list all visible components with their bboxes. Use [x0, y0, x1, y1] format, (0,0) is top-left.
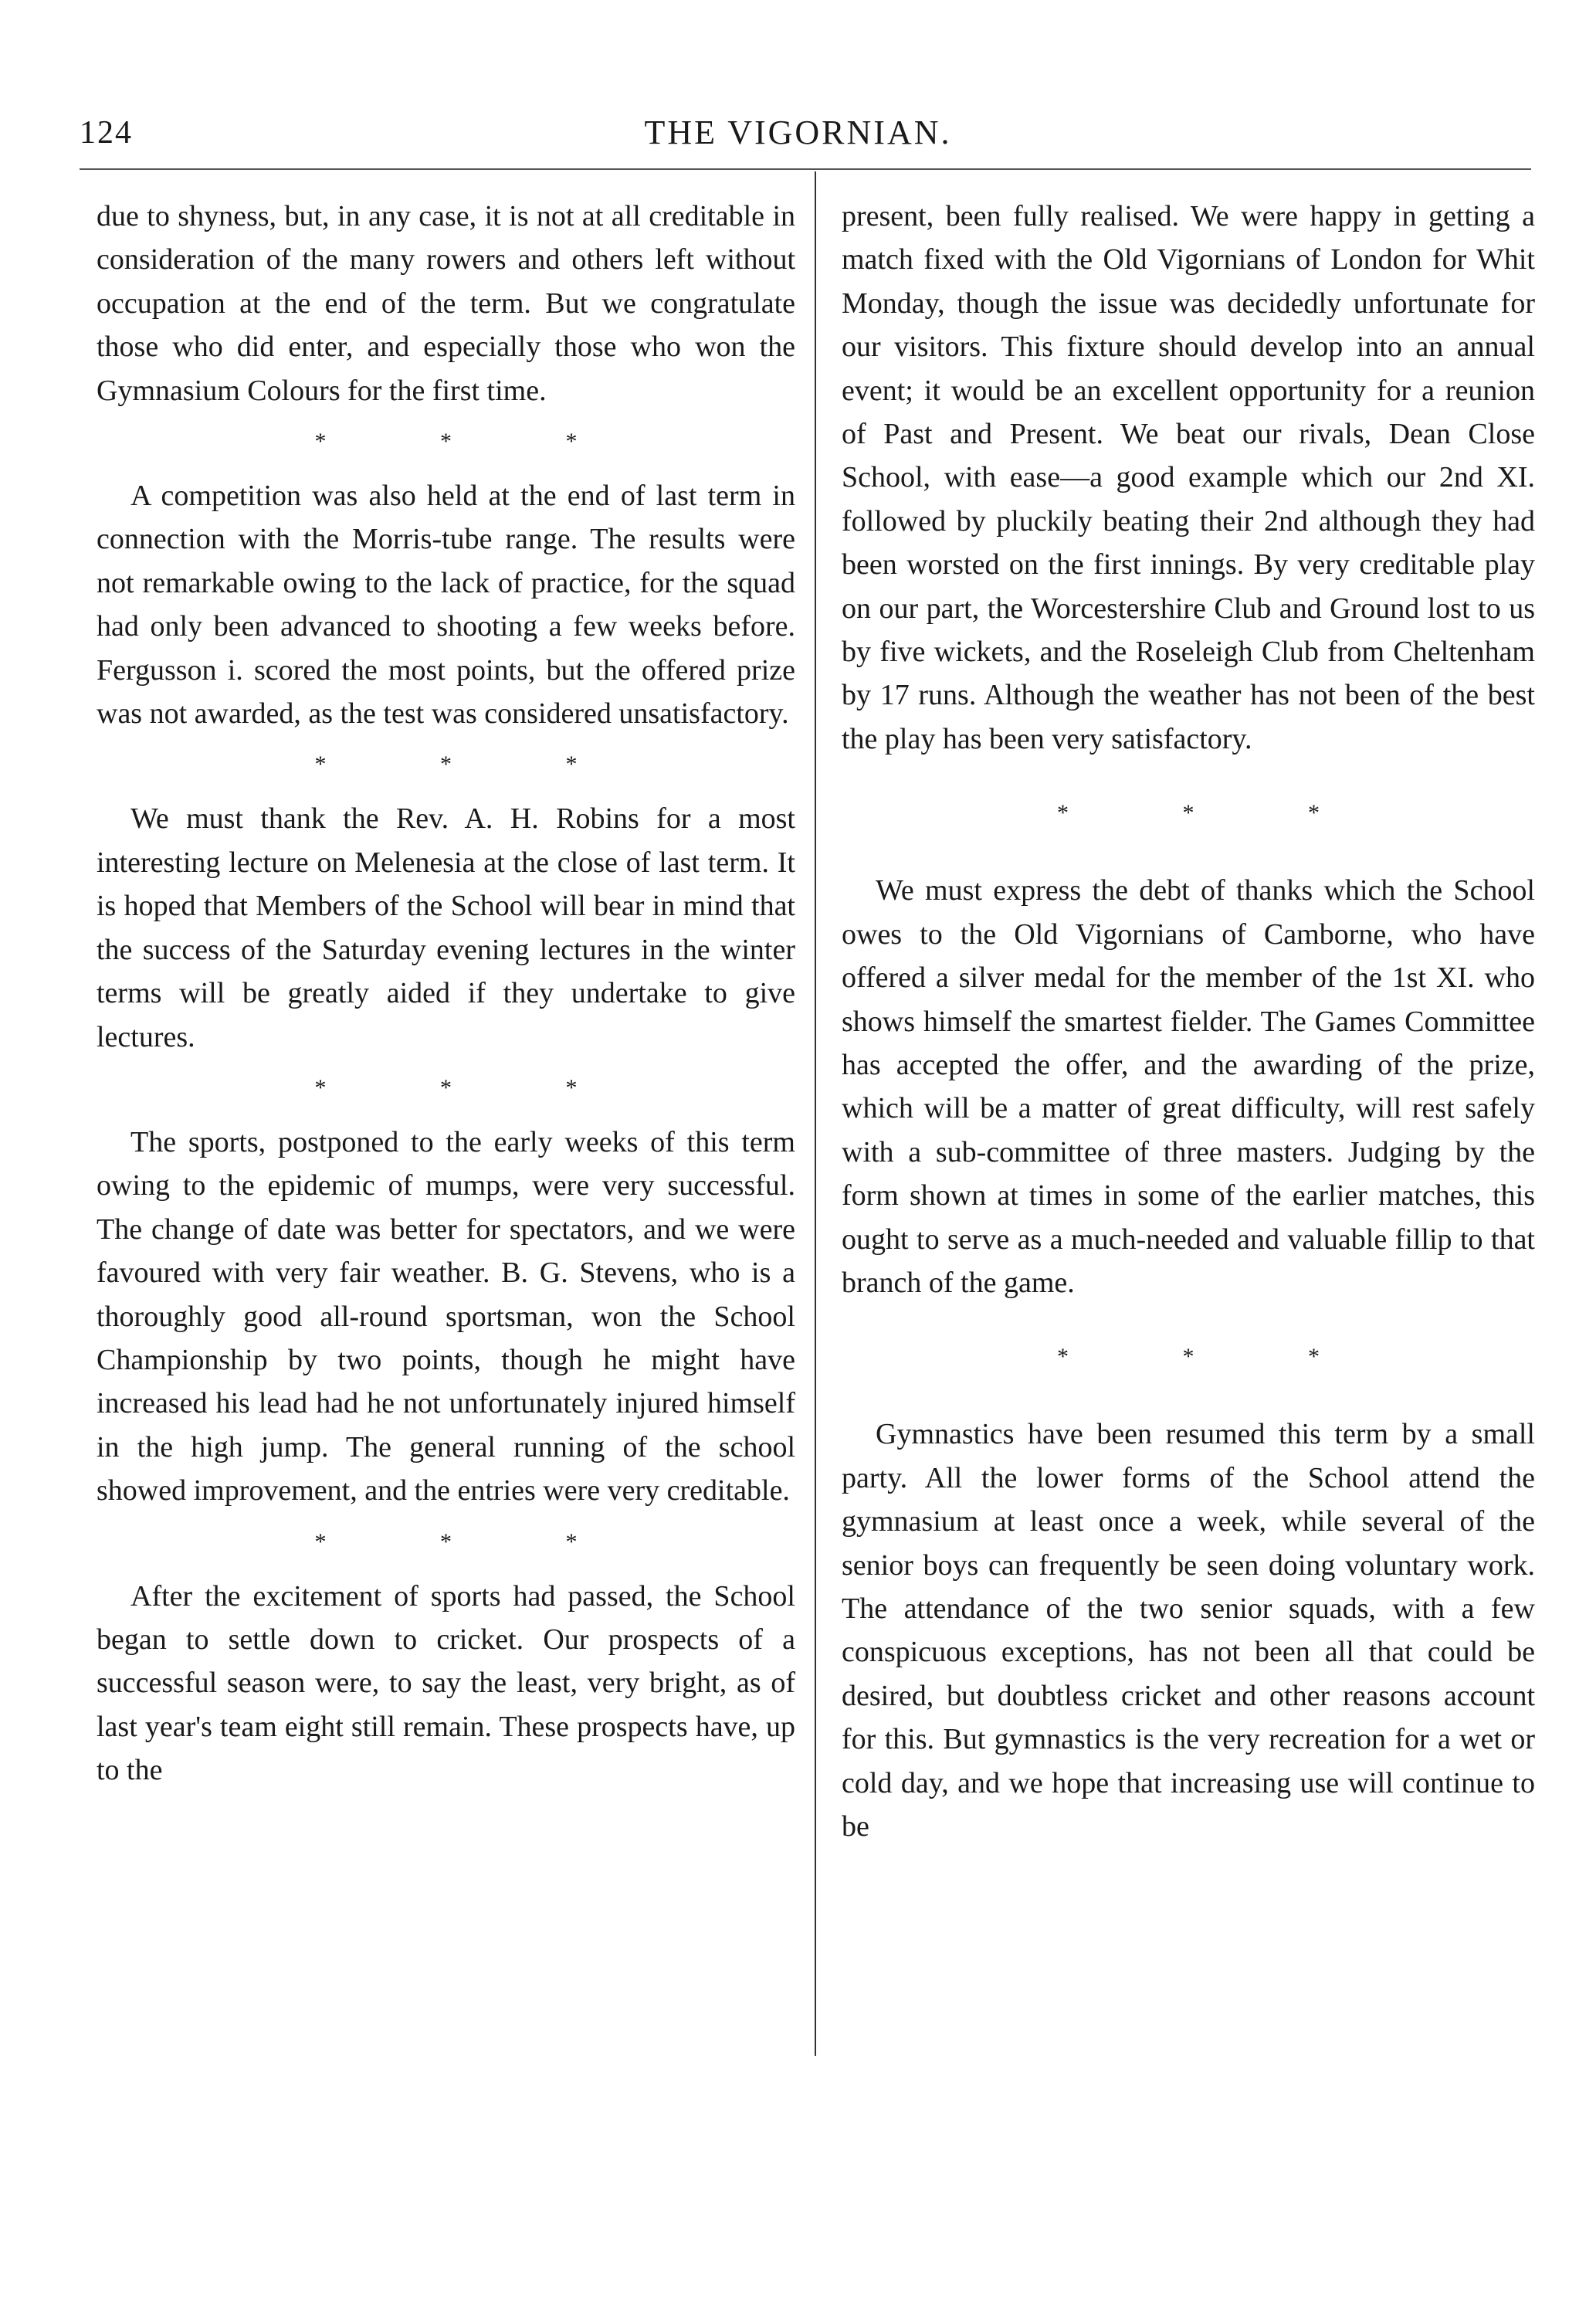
section-separator: * * *: [314, 751, 632, 778]
section-separator: * * *: [314, 429, 632, 455]
left-column: [97, 195, 795, 1792]
paragraph-cricket-intro: After the excitement of sports had passed, the School began to settle down to cricket. Our prospects of a successful season were, to say the least, very bright, as of last year's team eight still remain. These prospects have, up to the: [97, 1579, 795, 1787]
section-separator: * * *: [1057, 800, 1374, 826]
paragraph-gymnastics: Gymnastics have been resumed this term by a small party. All the lower forms of the School attend the gymnasium at least once a week, while several of the senior boys can frequently be seen doing voluntary work. The attendance of the two senior squads, with a few conspicuous exceptions, has not been all that could be desired, but doubtless cricket and other reasons account for this. But gymnastics is the very recreation for a wet or cold day, and we hope that increasing use will continue to be: [842, 1418, 1535, 1843]
right-column: [842, 195, 1535, 1848]
section-separator: * * *: [314, 1528, 632, 1555]
paragraph-sports: The sports, postponed to the early weeks of this term owing to the epidemic of mumps, were very successful. The change of date was better for spectators, and we were favoured with very fair weather. B. G. Stevens, who is a thoroughly good all-round sportsman, won the School Championship by two points, though he might have increased his lead had he not unfortunately injured himself in the high jump. The general running of the school showed improvement, and the entries were very creditable.: [97, 1125, 795, 1508]
paragraph-silver-medal: We must express the debt of thanks which the School owes to the Old Vigornians of Camborne, who have offered a silver medal for the member of the 1st XI. who shows himself the smartest fielder. The Games Committee has accepted the offer, and the awarding of the prize, which will be a matter of great difficulty, will rest safely with a sub-committee of three masters. Judging by the form shown at times in some of the earlier matches, this ought to serve as a much-needed and valuable fillip to that branch of the game.: [842, 874, 1535, 1299]
paragraph-morris-tube: A competition was also held at the end of last term in connection with the Morris-tube range. The results were not remarkable owing to the lack of practice, for the squad had only been advanced to shooting a few weeks before. Fergusson i. scored the most points, but the offered prize was not awarded, as the test was considered unsatisfactory.: [97, 480, 795, 731]
paragraph-cricket-season: present, been fully realised. We were happy in getting a match fixed with the Old Vigornians of London for Whit Monday, though the issue was decidedly unfortunate for our visitors. This fixture should develop into an annual event; it would be an excellent opportunity for a reunion of Past and Present. We beat our rivals, Dean Close School, with ease—a good example which our 2nd XI. followed by pluckily beating their 2nd although they had been worsted on the first innings. By very creditable play on our part, the Worcestershire Club and Ground lost to us by five wickets, and the Roseleigh Club from Cheltenham by 17 runs. Although the weather has not been of the best the play has been very satisfactory.: [842, 200, 1535, 755]
column-divider: [815, 171, 816, 2056]
running-title: THE VIGORNIAN.: [644, 114, 952, 151]
paragraph-rowing-continuation: due to shyness, but, in any case, it is not at all creditable in consideration of the many rowers and others left without occupation at the end of the term. But we congratulate those who did enter, and especially those who won the Gymnasium Colours for the first time.: [97, 200, 795, 407]
section-separator: * * *: [1057, 1344, 1374, 1370]
page-number: 124: [80, 115, 133, 151]
section-separator: * * *: [314, 1074, 632, 1101]
header-rule: [80, 168, 1531, 170]
paragraph-lecture: We must thank the Rev. A. H. Robins for a most interesting lecture on Melenesia at the close of last term. It is hoped that Members of the School will bear in mind that the success of the Saturday evening lectures in the winter terms will be greatly aided if they undertake to give lectures.: [97, 802, 795, 1053]
